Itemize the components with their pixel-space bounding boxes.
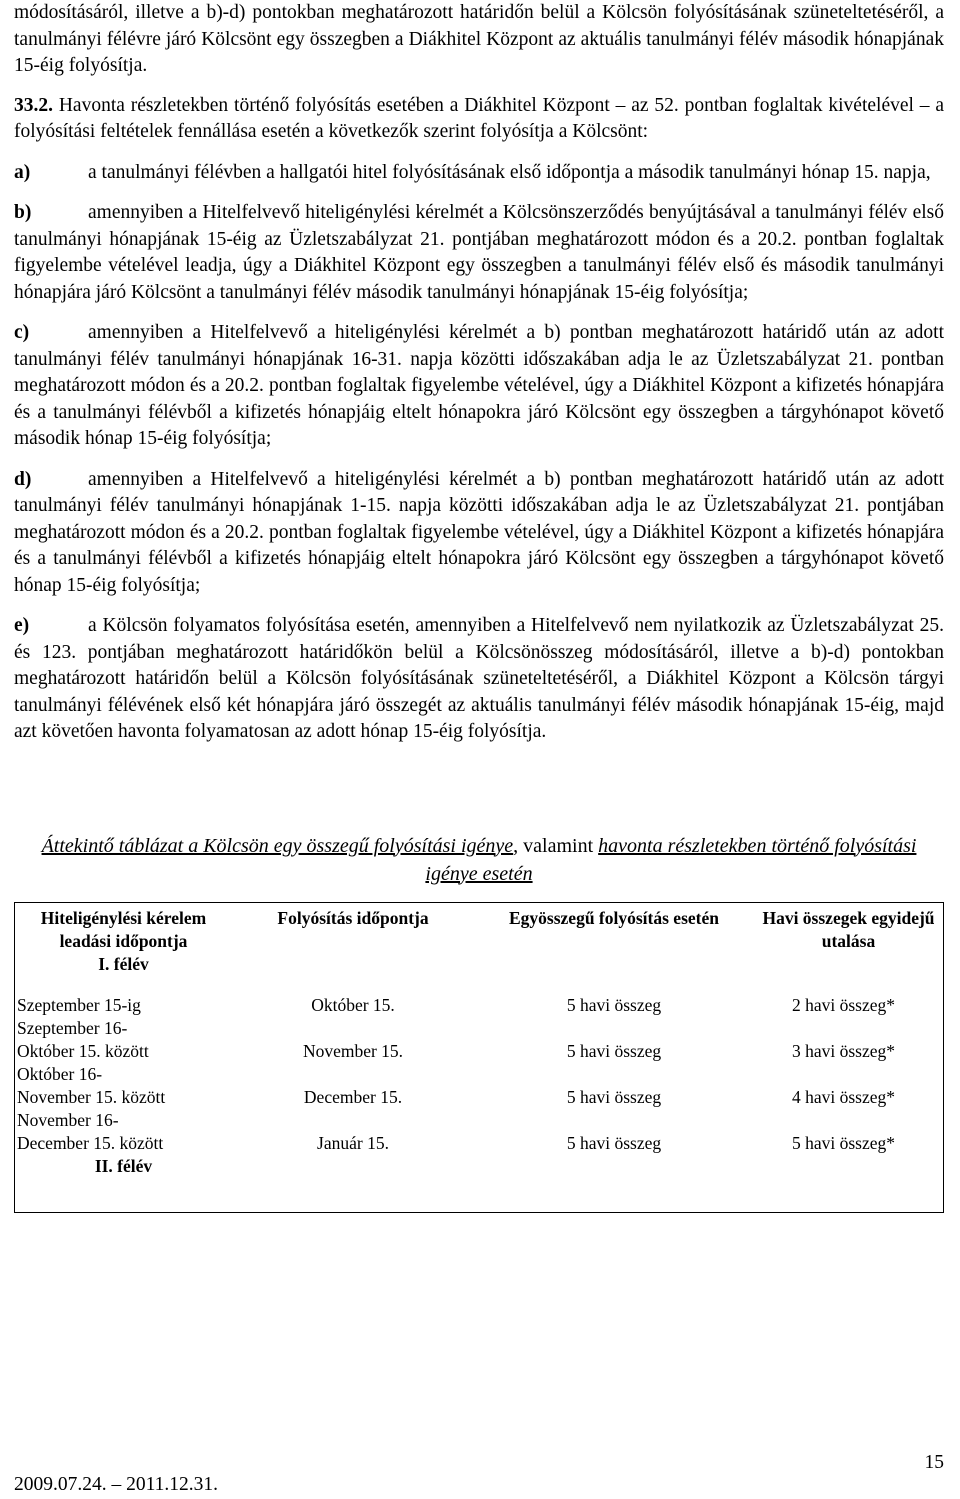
table-row-empty — [15, 1178, 944, 1213]
document-page — [14, 0, 944, 1213]
table-row — [15, 1063, 944, 1109]
page-number: 15 — [924, 1452, 944, 1473]
cell-monthly: 3 havi összeg* — [791, 1040, 895, 1061]
section-number: 33.2. — [14, 94, 53, 116]
item-label: e) — [14, 615, 30, 636]
cell-period: Október 16- November 15. között — [17, 1063, 166, 1107]
table-row — [15, 994, 944, 1017]
cell-payment: Január 15. — [317, 1132, 389, 1153]
cell-lump: 5 havi összeg — [566, 1040, 662, 1061]
footer-date: 2009.07.24. – 2011.12.31. — [14, 1474, 219, 1495]
continued-paragraph: módosításáról, illetve a b)-d) pontokban meghatározott határidőn belül a Kölcsön folyósításának szüneteltetéséről, a tanulmányi félévre járó Kölcsönt egy összegben a Diákhitel Központ az aktuális tanulmányi félév második hónapjának 15-éig folyósítja. — [14, 2, 944, 76]
cell-monthly: 2 havi összeg* — [791, 994, 895, 1015]
list-item-e — [14, 613, 944, 746]
section-33-2 — [14, 93, 944, 146]
table-row-semester-2 — [15, 1155, 944, 1178]
caption-part-1: Áttekintő táblázat a Kölcsön egy összegű folyósítási igénye — [41, 834, 514, 857]
header-lump-sum: Egyösszegű folyósítás esetén — [509, 907, 719, 928]
table-row — [15, 1017, 944, 1063]
cell-lump: 5 havi összeg — [566, 994, 662, 1015]
header-monthly: Havi összegek egyidejű utalása — [762, 907, 935, 951]
cell-period: November 16- December 15. között — [17, 1109, 164, 1153]
table-caption — [14, 832, 944, 888]
list-item-a — [14, 160, 944, 187]
cell-payment: Október 15. — [311, 994, 395, 1015]
cell-lump: 5 havi összeg — [566, 1086, 662, 1107]
cell-payment: November 15. — [302, 1040, 404, 1061]
item-label: b) — [14, 202, 32, 223]
list-item-c — [14, 320, 944, 453]
cell-period: Szeptember 15-ig — [17, 994, 141, 1015]
caption-part-2: , valamint — [513, 834, 599, 857]
cell-period: Szeptember 16- Október 15. között — [17, 1017, 149, 1061]
item-text: amennyiben a Hitelfelvevő a hiteligénylési kérelmét a b) pontban meghatározott határidő után az adott tanulmányi félév tanulmányi hónapjának 16-31. napja közötti időszakában adja le az Üzletszabályzat 21. pontban meghatározott módon és a 20.2. pontban foglaltak figyelembe vételével, úgy a Diákhitel Központ a kifizetés hónapjára és a tanulmányi félévből a kifizetés hónapjáig eltelt hónapokra járó Kölcsönt egy összegben a tárgyhónapot követő második hónap 15-éig folyósítja; — [14, 322, 944, 449]
caption-part-3: havonta részletekben történő folyósítási igénye esetén — [425, 834, 917, 885]
item-text: amennyiben a Hitelfelvevő a hiteligénylési kérelmét a b) pontban meghatározott határidő után az adott tanulmányi félév tanulmányi hónapjának 1-15. napja közötti időszakában adja le az Üzletszabályzat 21. pontjában meghatározott módon és a 20.2. pontban foglaltak figyelembe vételével, úgy a Diákhitel Központ a kifizetés hónapjára és a tanulmányi félévből a kifizetés hónapjáig eltelt hónapokra járó Kölcsönt egy összegben a tárgyhónapot követő hónap 15-éig folyósítja; — [14, 468, 944, 596]
section-text: Havonta részletekben történő folyósítás esetében a Diákhitel Központ – az 52. pontban foglaltak kivételével – a folyósítási feltételek fennállása esetén a következők szerint folyósítja a Kölcsönt: — [14, 94, 945, 142]
item-text: amennyiben a Hitelfelvevő hiteligénylési kérelmét a Kölcsönszerződés benyújtásával a tanulmányi félév első tanulmányi hónapjának 15-éig az Üzletszabályzat 21. pontjában meghatározott módon és a 20.2. pontban foglaltak figyelembe vételével leadja, úgy a Diákhitel Központ egy összegben a tanulmányi félév első és második tanulmányi hónapjára járó Kölcsönt a tanulmányi félév második tanulmányi hónapjának 15-éig folyósítja; — [14, 202, 944, 303]
header-payment-date: Folyósítás időpontja — [277, 907, 429, 928]
item-label: a) — [14, 161, 31, 183]
list-item-d — [14, 467, 944, 600]
cell-monthly: 5 havi összeg* — [791, 1132, 895, 1153]
cell-lump: 5 havi összeg — [566, 1132, 662, 1153]
list-item-b — [14, 200, 944, 306]
table-row — [15, 1109, 944, 1155]
table-header-row — [15, 902, 944, 994]
item-label: c) — [14, 322, 30, 343]
item-text: a tanulmányi félévben a hallgatói hitel folyósításának első időpontja a második tanulmányi hónap 15. napja, — [88, 161, 931, 183]
cell-monthly: 4 havi összeg* — [791, 1086, 895, 1107]
header-submission-date: Hiteligénylési kérelem leadási időpontja I. félév — [40, 907, 207, 974]
cell-semester-2: II. félév — [94, 1155, 153, 1176]
overview-table — [14, 902, 944, 1213]
item-label: d) — [14, 468, 32, 490]
cell-payment: December 15. — [303, 1086, 403, 1107]
item-text: a Kölcsön folyamatos folyósítása esetén, amennyiben a Hitelfelvevő nem nyilatkozik az Üzletszabályzat 25. és 123. pontjában meghatározott határidőkön belül a Kölcsönösszeg módosításáról, illetve a b)-d) pontokban meghatározott határidőn belül a Kölcsön folyósításának szüneteltetéséről, a Diákhitel Központ a Kölcsön tárgyi tanulmányi félévének első két hónapjára járó összegét az aktuális tanulmányi félév második hónapjának 15-éig, majd azt követően havonta folyamatosan az adott hónap 15-éig folyósítja. — [14, 615, 944, 742]
